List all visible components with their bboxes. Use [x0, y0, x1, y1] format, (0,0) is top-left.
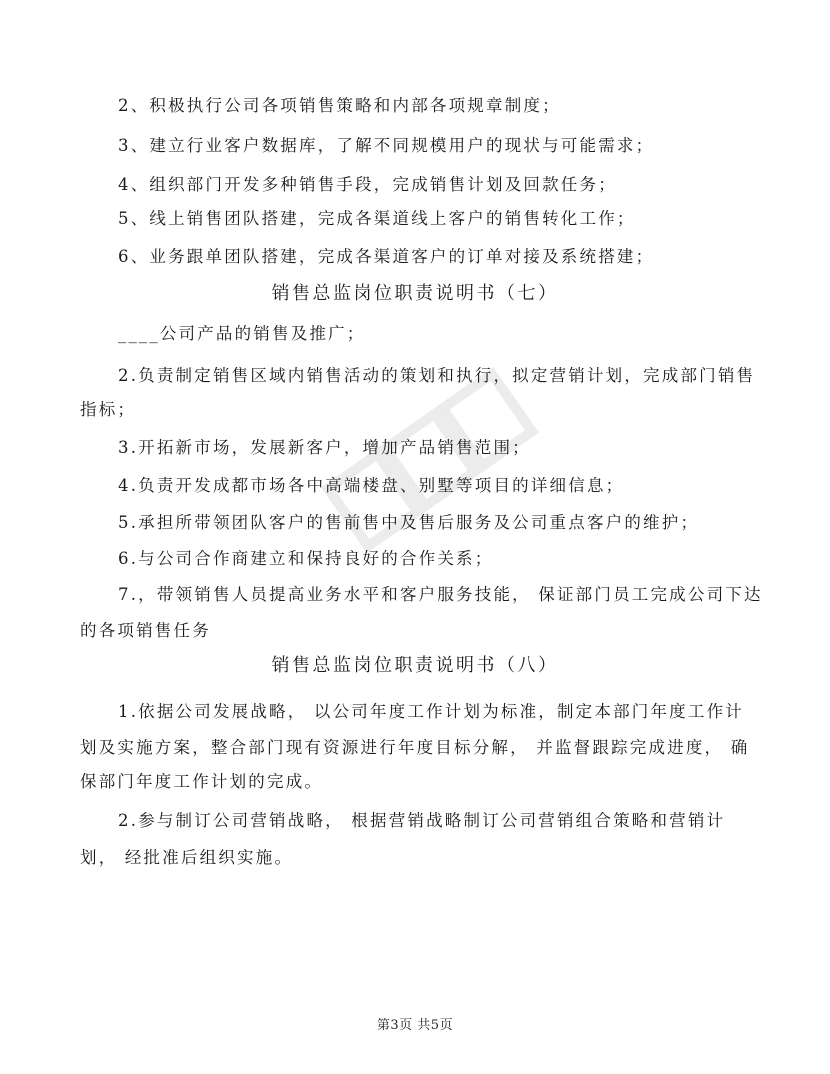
paragraph-line: 6.与公司合作商建立和保持良好的合作关系； [118, 549, 494, 568]
paragraph-line: 2.参与制订公司营销战略， 根据营销战略制订公司营销组合策略和营销计 [118, 811, 726, 830]
paragraph-line: 5.承担所带领团队客户的售前售中及售后服务及公司重点客户的维护； [118, 513, 700, 532]
paragraph-line: 的各项销售任务 [80, 621, 211, 640]
section-title: 销售总监岗位职责说明书（八） [271, 655, 559, 676]
list-item: 5、线上销售团队搭建，完成各渠道线上客户的销售转化工作； [118, 209, 636, 228]
section-title: 销售总监岗位职责说明书（七） [271, 283, 559, 304]
paragraph-line: 2.负责制定销售区域内销售活动的策划和执行，拟定营销计划，完成部门销售 [118, 366, 756, 385]
list-item: 3、建立行业客户数据库，了解不同规模用户的现状与可能需求； [118, 136, 655, 155]
paragraph-line: 保部门年度工作计划的完成。 [80, 772, 324, 791]
page-number: 第3页 共5页 [376, 1018, 454, 1033]
paragraph-line: 指标； [80, 400, 137, 419]
paragraph-line: 7.，带领销售人员提高业务水平和客户服务技能， 保证部门员工完成公司下达 [118, 585, 763, 604]
paragraph-line: ____公司产品的销售及推广； [118, 324, 366, 343]
paragraph-line: 划及实施方案，整合部门现有资源进行年度目标分解， 并监督跟踪完成进度， 确 [80, 738, 750, 757]
list-item: 4、组织部门开发多种销售手段，完成销售计划及回款任务； [118, 175, 617, 194]
paragraph-line: 4.负责开发成都市场各中高端楼盘、别墅等项目的详细信息； [118, 476, 625, 495]
list-item: 2、积极执行公司各项销售策略和内部各项规章制度； [118, 96, 561, 115]
paragraph-line: 3.开拓新市场，发展新客户，增加产品销售范围； [118, 438, 531, 457]
paragraph-line: 1.依据公司发展战略， 以公司年度工作计划为标准，制定本部门年度工作计 [118, 702, 744, 721]
paragraph-line: 划， 经批准后组织实施。 [80, 848, 294, 867]
list-item: 6、业务跟单团队搭建，完成各渠道客户的订单对接及系统搭建； [118, 247, 655, 266]
